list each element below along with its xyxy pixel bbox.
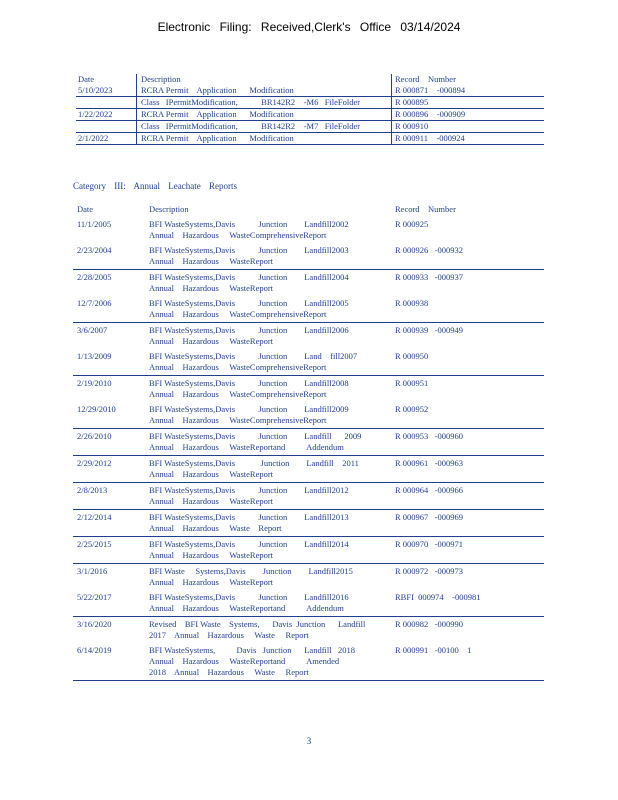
- description-line: RCRA Permit Application Modification: [141, 85, 294, 95]
- description-line: BFI WasteSystems,Davis Junction Landfill2003: [149, 245, 349, 255]
- table-row: [73, 296, 544, 323]
- description-line: Class IPermitModification, BR142R2 -M7 FileFolder: [141, 121, 361, 131]
- row-date: 12/29/2010: [77, 404, 116, 414]
- table-row: [73, 349, 544, 376]
- table-row: [73, 510, 544, 537]
- table-row: [76, 85, 544, 97]
- description-line: Annual Hazardous WasteComprehensiveReport: [149, 309, 327, 319]
- description-line: RCRA Permit Application Modification: [141, 109, 294, 119]
- description-line: Annual Hazardous WasteReport: [149, 496, 274, 506]
- row-record-number: RBFI 000974 -000981: [395, 592, 481, 602]
- date-column-header: Date: [76, 74, 137, 85]
- leachate-reports-table: [73, 204, 544, 681]
- row-record-number: R 000939 -000949: [395, 325, 463, 335]
- description-line: Annual Hazardous WasteComprehensiveReport: [149, 415, 327, 425]
- row-description: [137, 109, 392, 120]
- description-line: BFI WasteSystems,Davis Junction Landfill2016: [149, 592, 349, 602]
- table-row: [73, 270, 544, 296]
- description-line: Annual Hazardous WasteReport: [149, 256, 274, 266]
- table-row: [76, 97, 544, 109]
- row-date: 2/12/2014: [77, 512, 112, 522]
- description-line: BFI WasteSystems,Davis Junction Land fill2007: [149, 351, 358, 361]
- row-description: [137, 121, 392, 132]
- description-line: BFI WasteSystems,Davis Junction Landfill2006: [149, 325, 349, 335]
- description-line: BFI WasteSystems,Davis Junction Landfill2009: [149, 404, 349, 414]
- row-description: [149, 325, 395, 347]
- description-line: RCRA Permit Application Modification: [141, 133, 294, 143]
- row-description: [149, 219, 395, 241]
- description-line: BFI WasteSystems,Davis Junction Landfill2014: [149, 539, 349, 549]
- row-description: [149, 298, 395, 320]
- table-row: [76, 109, 544, 121]
- row-record-number: R 000970 -000971: [395, 539, 463, 549]
- table-row: [73, 590, 544, 617]
- row-record-number: R 000895: [395, 97, 429, 107]
- description-line: Annual Hazardous WasteReport: [149, 283, 274, 293]
- row-date: 11/1/2005: [77, 219, 112, 229]
- table-header-row: [76, 74, 544, 85]
- table-row: [73, 323, 544, 349]
- description-line: Annual Hazardous WasteReport: [149, 336, 274, 346]
- row-record-number: R 000896 -000909: [395, 109, 466, 119]
- table-row: [73, 456, 544, 483]
- row-description: [149, 431, 395, 453]
- row-date: 1/22/2022: [76, 109, 137, 120]
- row-record-number: R 000964 -000966: [395, 485, 463, 495]
- row-description: [149, 592, 395, 614]
- table-row: [73, 483, 544, 510]
- description-line: BFI WasteSystems,Davis Junction Landfill2013: [149, 512, 349, 522]
- row-description: [149, 272, 395, 294]
- row-description: [137, 97, 392, 108]
- description-line: Annual Hazardous WasteComprehensiveReport: [149, 362, 327, 372]
- row-date: 2/19/2010: [77, 378, 112, 388]
- table-row: [73, 564, 544, 590]
- category-heading: Category III: Annual Leachate Reports: [73, 181, 237, 191]
- row-date: 2/1/2022: [76, 133, 137, 144]
- row-record-number: R 000871 -000894: [395, 85, 466, 95]
- row-record-number: R 000911 -000924: [395, 133, 465, 143]
- row-record-number: R 000951: [395, 378, 429, 388]
- row-record-number: R 000938: [395, 298, 429, 308]
- description-line: Annual Hazardous WasteReport: [149, 469, 274, 479]
- row-record-number: R 000952: [395, 404, 429, 414]
- description-line: BFI WasteSystems,Davis Junction Landfill2002: [149, 219, 349, 229]
- row-description: [149, 485, 395, 507]
- description-line: Annual Hazardous WasteComprehensiveReport: [149, 389, 327, 399]
- row-description: [149, 539, 395, 561]
- row-description: [149, 351, 395, 373]
- table-row: [73, 402, 544, 429]
- row-description: [137, 133, 392, 144]
- row-record-number: R 000953 -000960: [395, 431, 463, 441]
- row-date: 3/6/2007: [77, 325, 108, 335]
- row-record-number: R 000972 -000973: [395, 566, 463, 576]
- description-column-header: Description: [137, 74, 392, 85]
- date-column-header: Date: [77, 204, 94, 214]
- table-row: [73, 243, 544, 270]
- row-description: [149, 378, 395, 400]
- row-date: 12/7/2006: [77, 298, 112, 308]
- row-date: [76, 97, 137, 108]
- description-line: Revised BFI Waste Systems, Davis Junction Landfill: [149, 619, 366, 629]
- description-line: Annual Hazardous WasteComprehensiveReport: [149, 230, 327, 240]
- description-line: Annual Hazardous WasteReportand Addendum: [149, 603, 344, 613]
- row-description: [149, 458, 395, 480]
- record-column-header: Record Number: [395, 74, 456, 84]
- row-date: 2/28/2005: [77, 272, 112, 282]
- row-record-number: R 000967 -000969: [395, 512, 463, 522]
- description-line: Class IPermitModification, BR142R2 -M6 FileFolder: [141, 97, 361, 107]
- row-date: 2/23/2004: [77, 245, 112, 255]
- row-date: 1/13/2009: [77, 351, 112, 361]
- row-record-number: R 000991 -00100 1: [395, 645, 472, 655]
- table-row: [73, 429, 544, 456]
- description-line: BFI WasteSystems,Davis Junction Landfill 2011: [149, 458, 359, 468]
- table-row: [76, 133, 544, 145]
- row-date: 5/10/2023: [76, 85, 137, 96]
- description-column-header: Description: [149, 204, 189, 214]
- description-line: Annual Hazardous WasteReportand Addendum: [149, 442, 344, 452]
- description-line: BFI WasteSystems,Davis Junction Landfill2008: [149, 378, 349, 388]
- row-description: [149, 619, 395, 641]
- table-row: [76, 121, 544, 133]
- row-date: 6/14/2019: [77, 645, 112, 655]
- description-line: BFI WasteSystems,Davis Junction Landfill 2009: [149, 431, 362, 441]
- row-record-number: R 000926 -000932: [395, 245, 463, 255]
- record-column-header: Record Number: [395, 204, 456, 214]
- row-description: [149, 512, 395, 534]
- row-description: [137, 85, 392, 96]
- description-line: BFI Waste Systems,Davis Junction Landfill2015: [149, 566, 353, 576]
- description-line: BFI WasteSystems,Davis Junction Landfill2005: [149, 298, 349, 308]
- row-date: 2/26/2010: [77, 431, 112, 441]
- description-line: BFI WasteSystems,Davis Junction Landfill2004: [149, 272, 349, 282]
- row-record-number: R 000933 -000937: [395, 272, 463, 282]
- row-description: [149, 566, 395, 588]
- row-record-number: R 000961 -000963: [395, 458, 463, 468]
- row-record-number: R 000925: [395, 219, 429, 229]
- table-body: [73, 217, 544, 681]
- row-date: 3/16/2020: [77, 619, 112, 629]
- row-date: 2/8/2013: [77, 485, 108, 495]
- row-description: [149, 645, 395, 678]
- description-line: Annual Hazardous WasteReport: [149, 577, 274, 587]
- row-date: 2/29/2012: [77, 458, 112, 468]
- table-body: [76, 85, 544, 145]
- description-line: BFI WasteSystems,Davis Junction Landfill2012: [149, 485, 349, 495]
- row-date: 5/22/2017: [77, 592, 112, 602]
- row-record-number: R 000982 -000990: [395, 619, 463, 629]
- row-record-number: R 000950: [395, 351, 429, 361]
- table-row: [73, 617, 544, 643]
- row-date: 3/1/2016: [77, 566, 108, 576]
- table-row: [73, 537, 544, 564]
- row-date: 2/25/2015: [77, 539, 112, 549]
- description-line: BFI WasteSystems, Davis Junction Landfill 2018: [149, 645, 355, 655]
- row-description: [149, 404, 395, 426]
- filing-stamp-header: Electronic Filing: Received,Clerk's Office 03/14/2024: [157, 20, 461, 34]
- table-header-row: [73, 204, 544, 215]
- table-row: [73, 376, 544, 402]
- description-line: 2018 Annual Hazardous Waste Report: [149, 667, 309, 677]
- page-number: 3: [306, 736, 312, 746]
- table-row: [73, 643, 544, 681]
- row-description: [149, 245, 395, 267]
- permit-records-table: [76, 74, 544, 145]
- description-line: 2017 Annual Hazardous Waste Report: [149, 630, 309, 640]
- description-line: Annual Hazardous WasteReportand Amended: [149, 656, 340, 666]
- row-record-number: R 000910: [395, 121, 429, 131]
- table-row: [73, 217, 544, 243]
- description-line: Annual Hazardous WasteReport: [149, 550, 274, 560]
- description-line: Annual Hazardous Waste Report: [149, 523, 282, 533]
- row-date: [76, 121, 137, 132]
